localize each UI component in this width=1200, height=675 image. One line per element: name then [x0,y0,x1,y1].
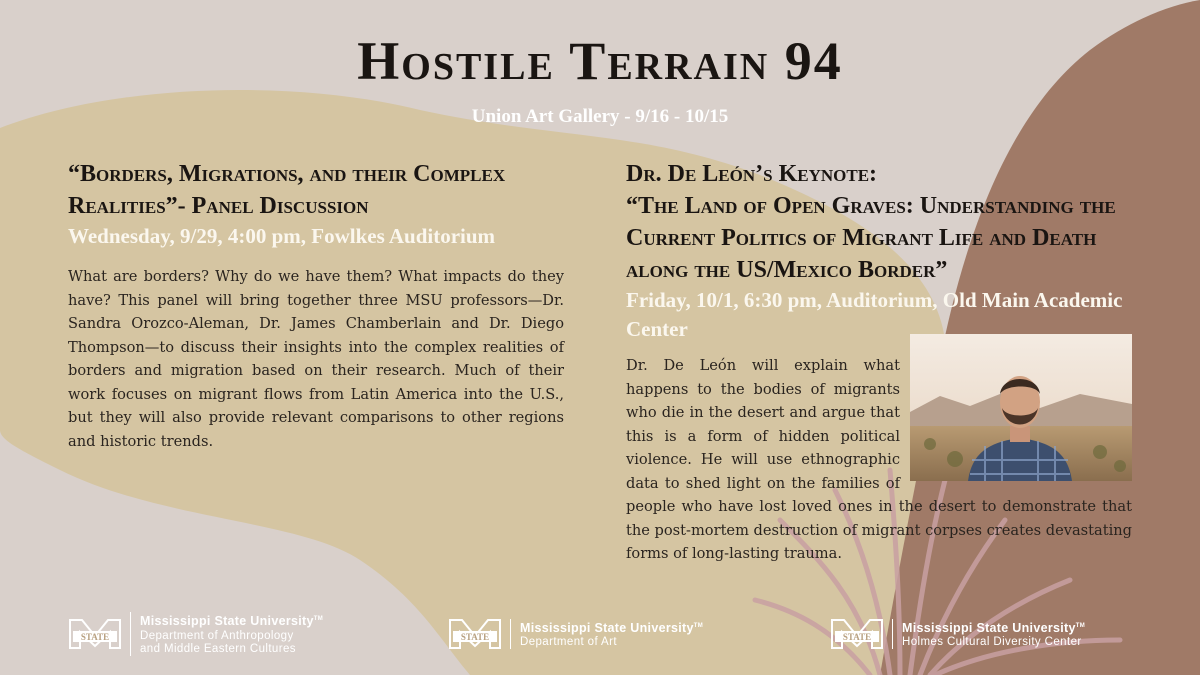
footer-art [446,612,703,656]
panel-section [68,158,564,453]
department-name: Department of Anthropology [140,629,294,642]
keynote-heading: Dr. De León’s Keynote: [626,161,878,187]
footer-anthropology [66,612,323,656]
department-name: Department of Art [520,636,617,649]
trademark: TM [1075,622,1086,629]
keynote-date-location: Friday, 10/1, 6:30 pm, Auditorium, Old Main Academic Center [626,288,1123,341]
exhibit-subtitle: Union Art Gallery - 9/16 - 10/15 [471,106,729,127]
trademark: TM [313,616,324,623]
msu-state-logo-icon [446,614,504,654]
university-name: Mississippi State University [140,614,314,629]
keynote-talk-title: “The Land of Open Graves: Understanding the Current Politics of Migrant Life and Death along the US/Mexico Border” [626,193,1116,283]
keynote-section [626,158,1132,566]
panel-date-location: Wednesday, 9/29, 4:00 pm, Fowlkes Auditorium [68,224,496,248]
svg-text:STATE: STATE [460,632,490,642]
msu-state-logo-icon [828,614,886,654]
msu-state-logo-icon [66,614,124,654]
speaker-photo [910,334,1132,481]
university-name: Mississippi State University [520,621,694,636]
keynote-description: Dr. De León will explain what happens to the bodies of migrants who die in the desert and argue that this is a form of hidden political violence. He will use ethnographic data to shed light on the families of people who have lost loved ones in the desert to demonstrate that the post-mortem destruction of migrant corpses creates devastating forms of long-lasting trauma. [626,357,1132,562]
university-name: Mississippi State University [902,621,1076,636]
panel-heading: “Borders, Migrations, and their Complex Realities”- Panel Discussion [68,161,506,219]
svg-text:STATE: STATE [80,632,110,642]
page-title: Hostile Terrain 94 [357,31,843,91]
panel-description: What are borders? Why do we have them? What impacts do they have? This panel will bring together three MSU professors—Dr. Sandra Orozco-Aleman, Dr. James Chamberlain and Dr. Diego Thompson—to discuss their insights into the complex realities of borders and migration based on their research. Much of their work focuses on migrant flows from Latin America into the U.S., but they will also provide relevant comparisons to other regions and historic trends. [68,268,564,450]
department-name-line2: and Middle Eastern Cultures [140,642,296,655]
keynote-description-wrap [626,354,1132,566]
svg-text:STATE: STATE [842,632,872,642]
department-name: Holmes Cultural Diversity Center [902,636,1082,649]
trademark: TM [693,622,704,629]
footer-holmes-center [828,612,1085,656]
